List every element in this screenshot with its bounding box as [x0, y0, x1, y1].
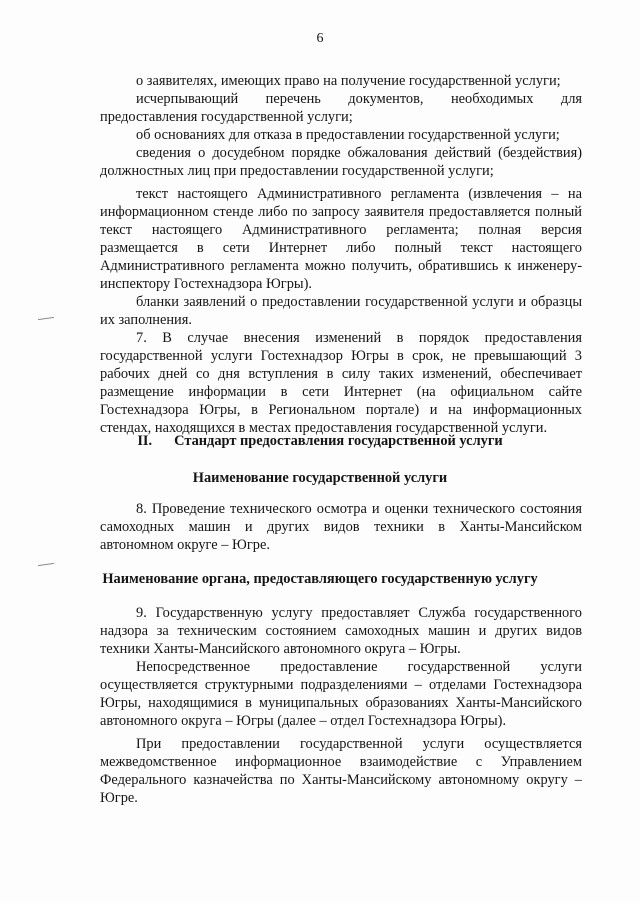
- section-title: Стандарт предоставления государственной услуги: [174, 433, 503, 449]
- section-heading: [0, 432, 640, 450]
- section-number: II.: [137, 433, 153, 449]
- subheading-authority: Наименование органа, предоставляющего государственную услугу: [102, 571, 538, 587]
- margin-mark: [38, 317, 54, 320]
- paragraph: о заявителях, имеющих право на получение государственной услуги;: [136, 73, 561, 89]
- subheading-service-name: Наименование государственной услуги: [192, 470, 448, 486]
- paragraph-9: 9. Государственную услугу предоставляет Служба государственного надзора за техническим состоянием самоходных машин и других видов техники Ханты-Мансийского автономного округа – Югры.: [100, 605, 582, 657]
- paragraph: текст настоящего Административного регламента (извлечения – на информационном стенде либо по запросу заявителя предоставляется полный текст настоящего Административного регламента; полная версия размещается в сети Интернет либо полный текст настоящего Административного регламента можно получить, обратившись к инженеру-инспектору Гостехнадзора Югры).: [100, 186, 582, 292]
- paragraph: бланки заявлений о предоставлении государственной услуги и образцы их заполнения.: [100, 294, 582, 328]
- paragraph: об основаниях для отказа в предоставлении государственной услуги;: [136, 127, 560, 143]
- page-number: 6: [316, 31, 324, 46]
- paragraph: При предоставлении государственной услуги осуществляется межведомственное информационное взаимодействие с Управлением Федерального казначейства по Ханты-Мансийскому автономному округу – Югре.: [100, 736, 582, 806]
- paragraph-8: 8. Проведение технического осмотра и оценки технического состояния самоходных машин и других видов техники в Ханты-Мансийском автономном округе – Югре.: [100, 501, 582, 553]
- paragraph: сведения о досудебном порядке обжалования действий (бездействия) должностных лиц при предоставлении государственной услуги;: [100, 145, 582, 179]
- paragraph: Непосредственное предоставление государственной услуги осуществляется структурными подразделениями – отделами Гостехнадзора Югры, находящимися в муниципальных образованиях Ханты-Мансийского автономного округа – Югры (далее – отдел Гостехнадзора Югры).: [100, 659, 582, 729]
- authority-block: [100, 604, 582, 807]
- paragraph: исчерпывающий перечень документов, необходимых для предоставления государственной услуги;: [100, 91, 582, 125]
- paragraph-8-block: [100, 500, 582, 554]
- info-list-block: [100, 72, 582, 437]
- paragraph-7: 7. В случае внесения изменений в порядок предоставления государственной услуги Гостехнадзор Югры в срок, не превышающий 3 рабочих дней со дня вступления в силу таких изменений, обеспечивает размещение информации в сети Интернет (на официальном сайте Гостехнадзора Югры, в Региональном портале) и на информационных стендах, находящихся в местах предоставления государственной услуги.: [100, 330, 582, 436]
- margin-mark: [38, 563, 54, 566]
